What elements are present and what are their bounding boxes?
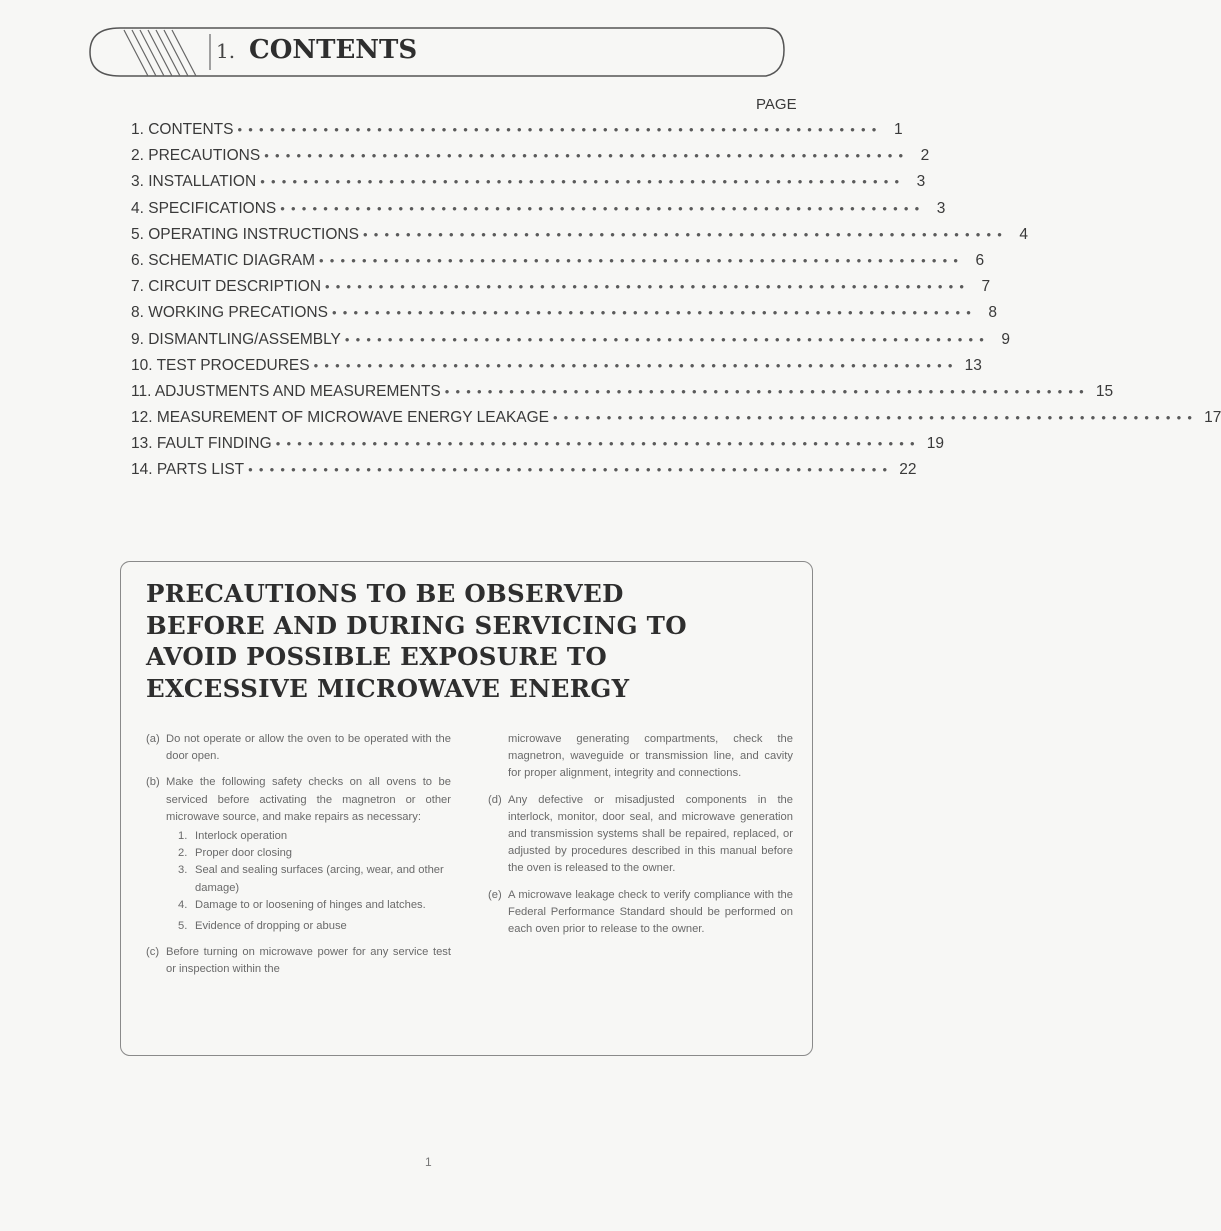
section-title: CONTENTS (249, 35, 418, 65)
toc-entry (131, 382, 1114, 409)
toc-entry (131, 199, 946, 226)
list-item: 4. Damage to or loosening of hinges and latches. (178, 898, 426, 911)
page-number: 1 (425, 1155, 432, 1169)
toc-leader-dots: •••••••••••••••••••••••••••••••••••••••••••••••••••••••••••• (331, 305, 978, 321)
toc-entry-label: 13. FAULT FINDING (131, 435, 272, 453)
table-of-contents (131, 121, 1221, 488)
heading-line: BEFORE AND DURING SERVICING TO (146, 610, 687, 640)
toc-leader-dots: •••••••••••••••••••••••••••••••••••••••••••••••••••••••••••• (553, 410, 1199, 426)
heading-line: AVOID POSSIBLE EXPOSURE TO (146, 642, 608, 671)
toc-entry-label: 7. CIRCUIT DESCRIPTION (131, 278, 322, 296)
toc-entry-page: 17 (1204, 409, 1221, 427)
toc-entry-label: 8. WORKING PRECATIONS (131, 304, 328, 322)
toc-entry-label: 4. SPECIFICATIONS (131, 199, 277, 217)
safety-check-list (146, 828, 451, 935)
toc-leader-dots: •••••••••••••••••••••••••••••••••••••••••••••••••••••••••••• (325, 279, 971, 295)
toc-entry-label: 3. INSTALLATION (131, 173, 257, 191)
toc-entry-page: 13 (964, 356, 982, 374)
precaution-c: (c) Before turning on microwave power for any service test or inspection within the (146, 946, 451, 976)
toc-leader-dots: •••••••••••••••••••••••••••••••••••••••••••••••••••••••••••• (237, 122, 883, 137)
precaution-c-continued: microwave generating compartments, check the magnetron, waveguide or transmission line, and cavity for proper alignment, integrity and connections. (508, 733, 793, 780)
toc-entry-page: 3 (936, 199, 946, 217)
section-number: 1. (216, 39, 236, 63)
toc-entry-label: 1. CONTENTS (131, 121, 234, 138)
toc-entry-label: 5. OPERATING INSTRUCTIONS (131, 225, 359, 243)
precaution-e: (e) A microwave leakage check to verify compliance with the Federal Performance Standard should be performed on each oven prior to release to the owner. (488, 888, 793, 936)
precautions-heading (146, 578, 786, 704)
toc-entry (131, 435, 945, 461)
toc-entry (131, 356, 982, 383)
heading-line: EXCESSIVE MICROWAVE ENERGY (146, 673, 630, 703)
list-item: 3. Seal and sealing surfaces (arcing, wear, and other damage) (178, 864, 444, 894)
toc-entry (131, 461, 917, 487)
toc-entry-page: 3 (916, 173, 926, 191)
toc-entry-page: 6 (975, 251, 985, 269)
precaution-b: (b) Make the following safety checks on all ovens to be serviced before activating the magnetron or other microwave source, and make repairs as necessary: (146, 776, 451, 823)
toc-entry-label: 14. PARTS LIST (131, 461, 245, 479)
toc-entry-label: 9. DISMANTLING/ASSEMBLY (131, 330, 341, 348)
page-column-label: PAGE (756, 96, 797, 113)
toc-entry-label: 10. TEST PROCEDURES (131, 356, 310, 374)
toc-entry (131, 304, 998, 330)
toc-entry-page: 2 (920, 147, 930, 165)
toc-entry-label: 12. MEASUREMENT OF MICROWAVE ENERGY LEAKAGE (131, 409, 550, 427)
toc-leader-dots: •••••••••••••••••••••••••••••••••••••••••••••••••••••••••••• (313, 357, 959, 373)
toc-entry-page: 15 (1095, 382, 1114, 400)
toc-entry-label: 2. PRECAUTIONS (131, 147, 261, 165)
list-item: 2. Proper door closing (178, 847, 293, 860)
toc-entry-page: 7 (981, 278, 991, 296)
toc-leader-dots: •••••••••••••••••••••••••••••••••••••••••••••••••••••••••••• (248, 462, 894, 478)
toc-entry (131, 409, 1221, 435)
toc-entry-page: 1 (893, 121, 903, 138)
list-item: 1. Interlock operation (178, 830, 288, 843)
heading-line: PRECAUTIONS TO BE OBSERVED (146, 579, 624, 608)
toc-entry (131, 225, 1029, 252)
header-banner-shape (84, 20, 786, 80)
precaution-d: (d) Any defective or misadjusted components in the interlock, monitor, door seal, and microwave generation and transmission systems shall be repaired, replaced, or adjusted by procedures described in this manual before the oven is released to the owner. (488, 793, 793, 875)
precautions-left-column (146, 731, 451, 988)
toc-leader-dots: •••••••••••••••••••••••••••••••••••••••••••••••••••••••••••• (319, 252, 965, 268)
toc-entry-page: 8 (988, 304, 998, 322)
toc-leader-dots: •••••••••••••••••••••••••••••••••••••••••••••••••••••••••••• (280, 200, 926, 216)
toc-entry (131, 121, 903, 147)
toc-entry-page: 22 (899, 461, 917, 479)
toc-leader-dots: •••••••••••••••••••••••••••••••••••••••••••••••••••••••••••• (260, 174, 906, 190)
toc-leader-dots: •••••••••••••••••••••••••••••••••••••••••••••••••••••••••••• (264, 148, 910, 164)
toc-leader-dots: •••••••••••••••••••••••••••••••••••••••••••••••••••••••••••• (362, 226, 1009, 242)
list-item: 5. Evidence of dropping or abuse (178, 920, 347, 933)
toc-entry (131, 330, 1010, 357)
toc-leader-dots: •••••••••••••••••••••••••••••••••••••••••••••••••••••••••••• (275, 436, 921, 452)
toc-entry (131, 251, 985, 278)
toc-entry-label: 11. ADJUSTMENTS AND MEASUREMENTS (131, 382, 441, 400)
toc-leader-dots: •••••••••••••••••••••••••••••••••••••••••••••••••••••••••••• (444, 383, 1090, 399)
precaution-a: (a) Do not operate or allow the oven to be operated with the door open. (146, 733, 451, 763)
toc-entry (131, 147, 930, 173)
toc-entry-page: 19 (926, 435, 945, 453)
toc-entry-page: 9 (1001, 330, 1010, 348)
toc-entry-label: 6. SCHEMATIC DIAGRAM (131, 251, 316, 269)
toc-entry (131, 173, 926, 199)
precautions-right-column (488, 731, 793, 947)
toc-entry (131, 278, 991, 304)
section-header (84, 20, 786, 80)
toc-entry-page: 4 (1019, 225, 1029, 243)
toc-leader-dots: •••••••••••••••••••••••••••••••••••••••••••••••••••••••••••• (344, 331, 990, 347)
